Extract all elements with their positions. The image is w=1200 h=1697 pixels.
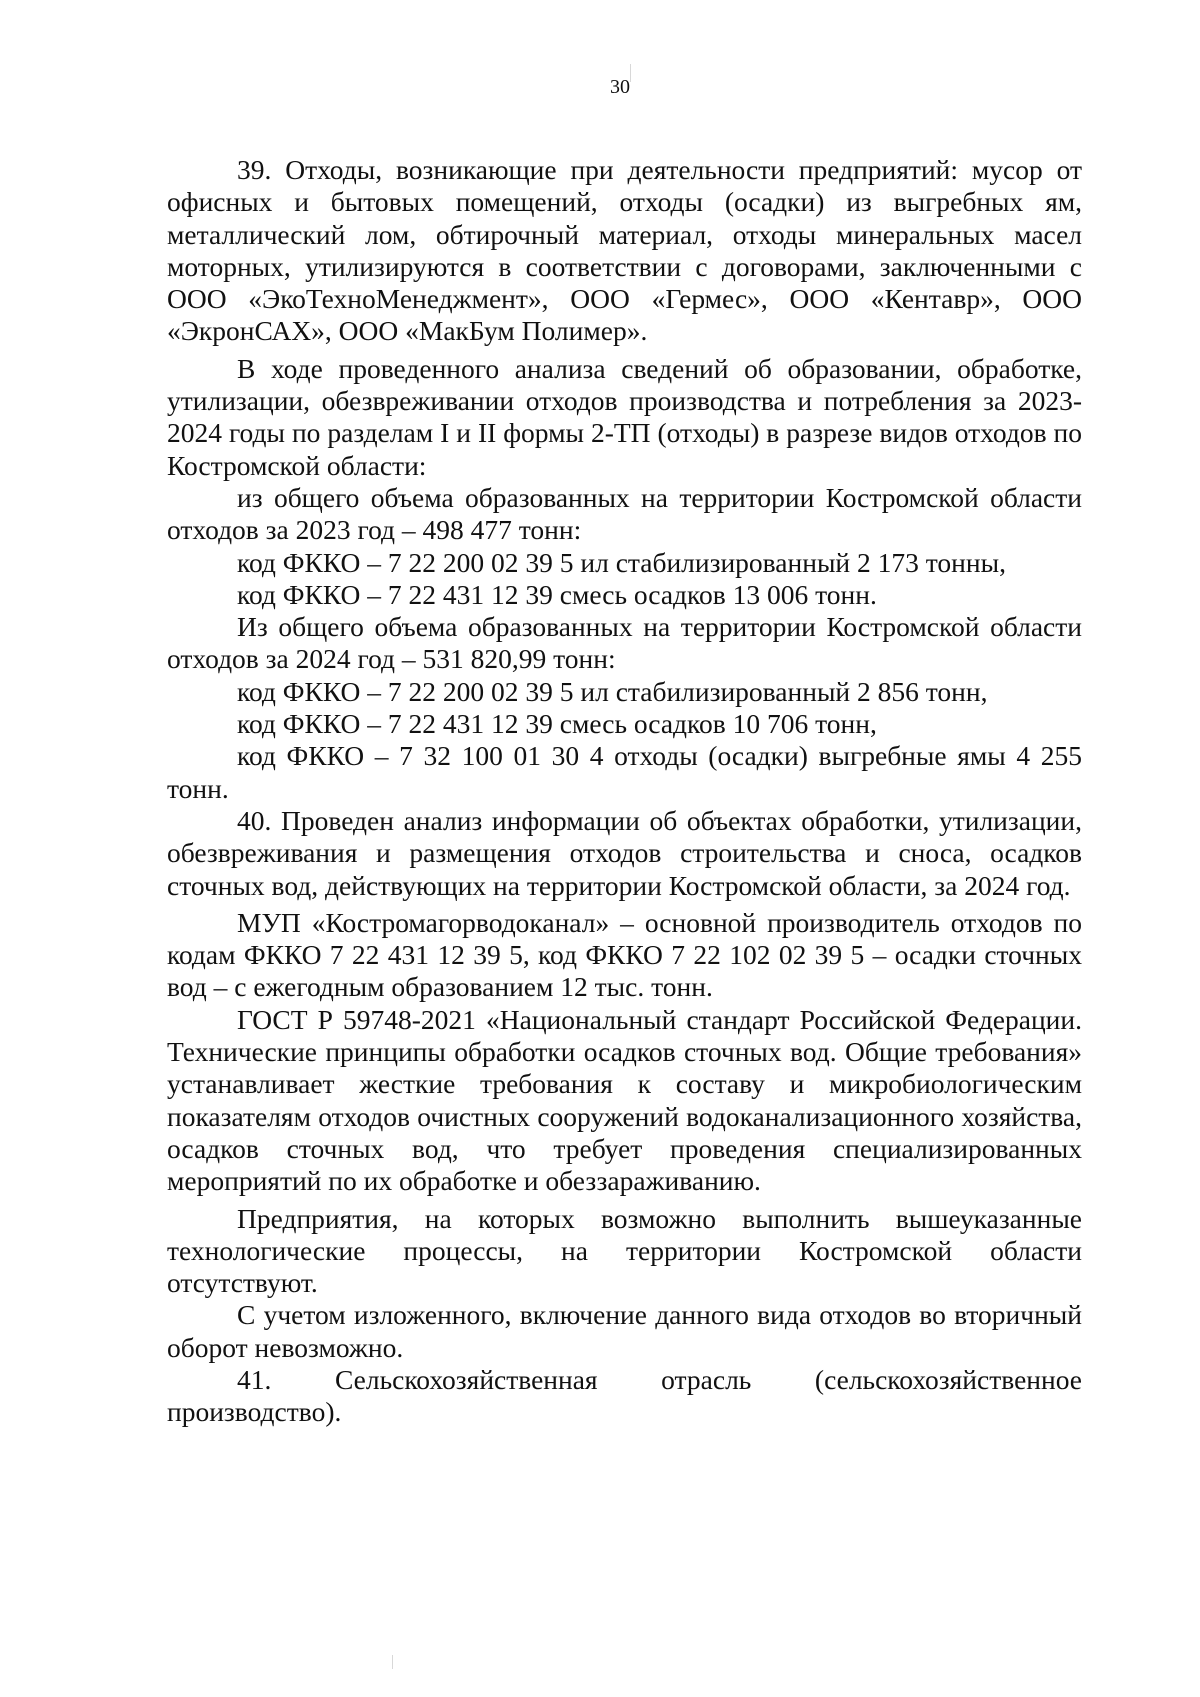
paragraph-40: 40. Проведен анализ информации об объектах обработки, утилизации, обезвреживания и размещения отходов строительства и сноса, осадков сточных вод, действующих на территории Костромской области, за 2024 год.	[167, 804, 1082, 901]
scan-artifact-bottom	[392, 1655, 393, 1669]
paragraph-code-2023-sludge: код ФККО – 7 22 200 02 39 5 ил стабилизированный 2 173 тонны,	[237, 546, 1006, 578]
paragraph-volume-2023: из общего объема образованных на территории Костромской области отходов за 2023 год – 498 477 тонн:	[167, 481, 1082, 546]
paragraph-analysis-intro: В ходе проведенного анализа сведений об образовании, обработке, утилизации, обезвреживании отходов производства и потребления за 2023-2024 годы по разделам I и II формы 2-ТП (отходы) в разрезе видов отходов по Костромской области:	[167, 352, 1082, 481]
paragraph-gost: ГОСТ Р 59748-2021 «Национальный стандарт Российской Федерации. Технические принципы обработки осадков сточных вод. Общие требования» устанавливает жесткие требования к составу и микробиологическим показателям отходов очистных сооружений водоканализационного хозяйства, осадков сточных вод, что требует проведения специализированных мероприятий по их обработке и обеззараживанию.	[167, 1003, 1082, 1197]
paragraph-41: 41. Сельскохозяйственная отрасль (сельскохозяйственное производство).	[167, 1363, 1082, 1428]
document-body	[167, 154, 1082, 1429]
paragraph-conclusion: С учетом изложенного, включение данного вида отходов во вторичный оборот невозможно.	[167, 1299, 1082, 1363]
paragraph-mup: МУП «Костромагорводоканал» – основной производитель отходов по кодам ФККО 7 22 431 12 39 5, код ФККО 7 22 102 02 39 5 – осадки сточных вод – с ежегодным образованием 12 тыс. тонн.	[167, 906, 1082, 1003]
paragraph-volume-2024: Из общего объема образованных на территории Костромской области отходов за 2024 год – 531 820,99 тонн:	[167, 611, 1082, 675]
paragraph-code-2023-mixture: код ФККО – 7 22 431 12 39 смесь осадков 13 006 тонн.	[237, 578, 877, 610]
paragraph-code-2024-mixture: код ФККО – 7 22 431 12 39 смесь осадков 10 706 тонн,	[237, 708, 877, 740]
paragraph-enterprises-absent: Предприятия, на которых возможно выполнить вышеуказанные технологические процессы, на территории Костромской области отсутствуют.	[167, 1202, 1082, 1299]
page-number: 30	[610, 76, 630, 98]
paragraph-39: 39. Отходы, возникающие при деятельности предприятий: мусор от офисных и бытовых помещений, отходы (осадки) из выгребных ям, металлический лом, обтирочный материал, отходы минеральных масел моторных, утилизируются в соответствии с договорами, заключенными с ООО «ЭкоТехноМенеджмент», ООО «Гермес», ООО «Кентавр», ООО «ЭкронСАХ», ООО «МакБум Полимер».	[167, 154, 1082, 347]
paragraph-code-2024-cesspit: код ФККО – 7 32 100 01 30 4 отходы (осадки) выгребные ямы 4 255 тонн.	[167, 740, 1082, 804]
paragraph-code-2024-sludge: код ФККО – 7 22 200 02 39 5 ил стабилизированный 2 856 тонн,	[237, 675, 988, 707]
